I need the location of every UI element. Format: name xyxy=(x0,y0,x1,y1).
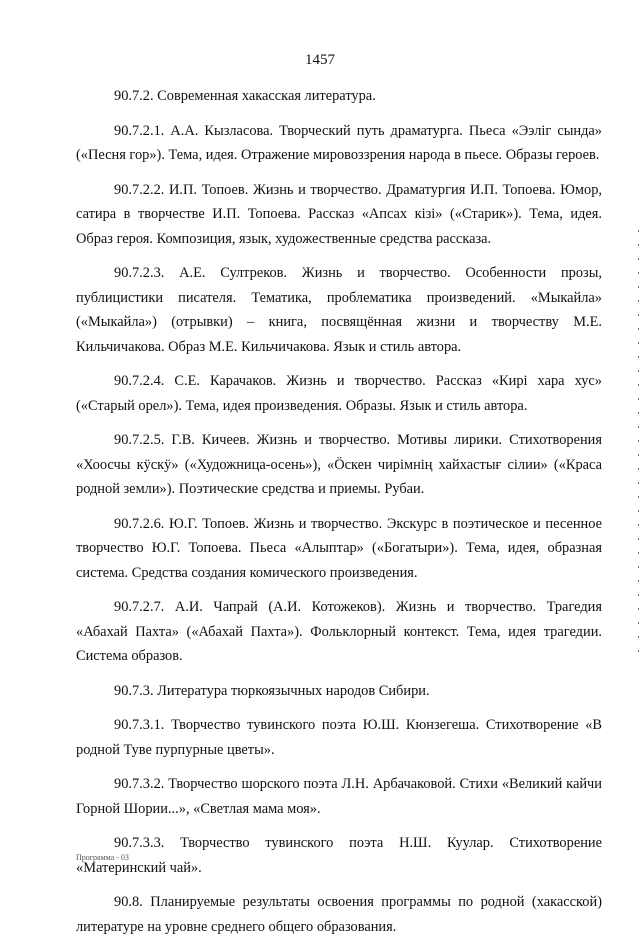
section-heading: 90.7.2. Современная хакасская литература. xyxy=(114,88,376,104)
paragraph: 90.7.2.3. А.Е. Султреков. Жизнь и творчество. Особенности прозы, публицистики писателя. Тематика, проблематика произведений. «Мыкайла» («Мыкайла») (отрывки) – книга, посвящённая жизни и творчеству М.Е. Кильчичакова. Образ М.Е. Кильчичакова. Язык и стиль автора. xyxy=(76,265,602,355)
page-footer: Программа - 03 xyxy=(76,853,129,862)
paragraph: 90.7.2.2. И.П. Топоев. Жизнь и творчество. Драматургия И.П. Топоева. Юмор, сатира в творчестве И.П. Топоева. Рассказ «Апсах кізі» («Старик»). Тема, идея. Образ героя. Композиция, язык, художественные средства рассказа. xyxy=(76,181,602,247)
paragraph: 90.7.2.1. А.А. Кызласова. Творческий путь драматурга. Пьеса «Ээліг сында» («Песня гор»). Тема, идея. Отражение мировоззрения народа в пьесе. Образы героев. xyxy=(76,122,602,163)
scan-edge-mark xyxy=(638,230,639,660)
page-number: 1457 xyxy=(305,52,335,68)
paragraph: 90.7.2.7. А.И. Чапрай (А.И. Котожеков). Жизнь и творчество. Трагедия «Абахай Пахта» («Абахай Пахта»). Фольклорный контекст. Тема, идея трагедии. Система образов. xyxy=(76,599,602,664)
paragraph: 90.7.3.2. Творчество шорского поэта Л.Н. Арбачаковой. Стихи «Великий кайчи Горной Шории...», «Светлая мама моя». xyxy=(76,776,602,817)
paragraph: 90.7.2.5. Г.В. Кичеев. Жизнь и творчество. Мотивы лирики. Стихотворения «Хоосчы кÿскÿ» («Художница-осень»), «Öскен чирімнің хайхастығ сілии» («Краса родной земли»). Поэтические средства и приемы. Рубаи. xyxy=(76,432,602,497)
paragraph: 90.7.3.1. Творчество тувинского поэта Ю.Ш. Кюнзегеша. Стихотворение «В родной Туве пурпурные цветы». xyxy=(76,717,602,758)
paragraph: 90.8. Планируемые результаты освоения программы по родной (хакасской) литературе на уровне среднего общего образования. xyxy=(76,894,602,935)
paragraph: 90.7.2.4. С.Е. Карачаков. Жизнь и творчество. Рассказ «Кирі хара хус» («Старый орел»). Тема, идея произведения. Образы. Язык и стиль автора. xyxy=(76,373,602,414)
document-body xyxy=(76,84,602,949)
paragraph: 90.7.2.6. Ю.Г. Топоев. Жизнь и творчество. Экскурс в поэтическое и песенное творчество Ю.Г. Топоева. Пьеса «Алыптар» («Богатыри»). Тема, идея, образная система. Средства создания комического произведения. xyxy=(76,515,602,581)
section-heading: 90.7.3. Литература тюркоязычных народов Сибири. xyxy=(114,682,430,699)
paragraph: 90.7.3.3. Творчество тувинского поэта Н.Ш. Куулар. Стихотворение «Материнский чай». xyxy=(76,835,602,876)
